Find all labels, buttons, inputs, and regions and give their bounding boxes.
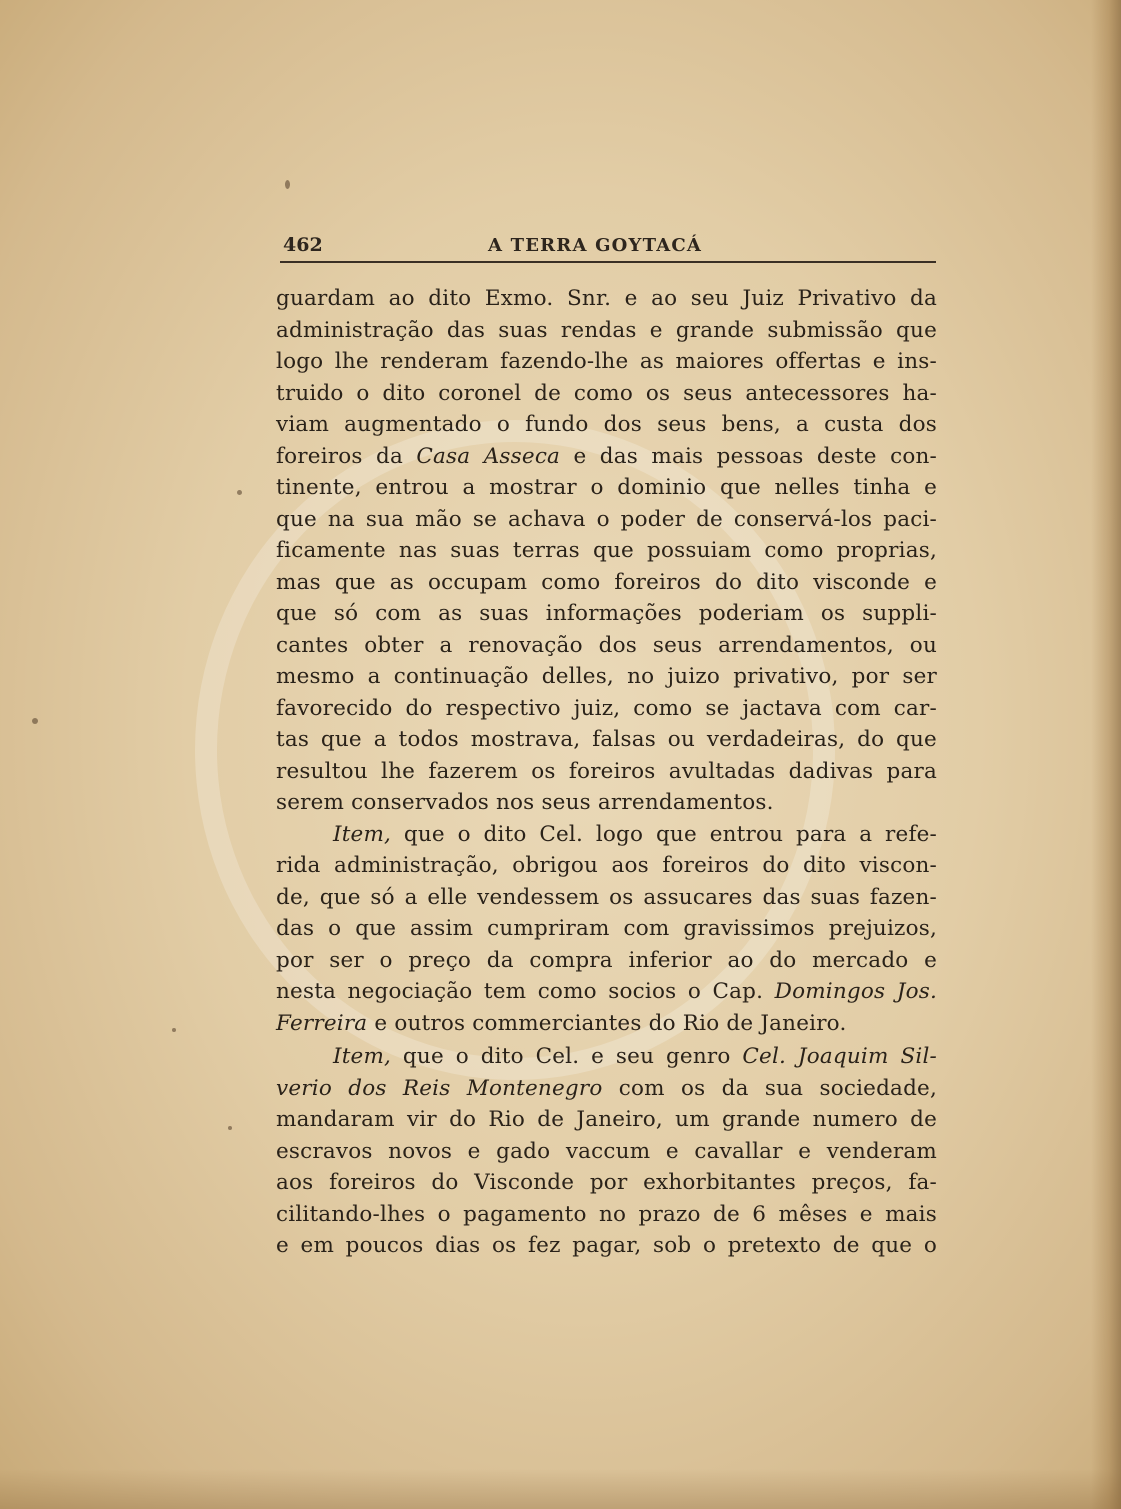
page-bottom-shadow <box>0 1469 1121 1509</box>
text-segment: nesta negociação tem como socios o Cap. <box>276 979 775 1004</box>
text-line: cantes obter a renovação dos seus arrendamentos, ou <box>276 632 937 658</box>
text-line: guardam ao dito Exmo. Snr. e ao seu Juiz Privativo da <box>276 286 937 311</box>
text-line: mandaram vir do Rio de Janeiro, um grande numero de <box>276 1107 937 1132</box>
text-line-mixed <box>276 1041 937 1073</box>
text-line: de, que só a elle vendessem os assucares das suas fazen- <box>276 884 937 910</box>
text-line: mesmo a continuação delles, no juizo privativo, por ser <box>276 664 937 689</box>
text-line: ficamente nas suas terras que possuiam como proprias, <box>276 538 937 563</box>
text-line: cilitando-lhes o pagamento no prazo de 6 mêses e mais <box>276 1201 937 1227</box>
text-line: viam augmentado o fundo dos seus bens, a custa dos <box>276 412 937 437</box>
text-segment: que o dito Cel. e seu genro <box>391 1044 743 1069</box>
paper-speck <box>285 180 290 189</box>
paper-speck <box>237 490 242 495</box>
text-line-mixed <box>276 976 937 1008</box>
body-text <box>276 283 937 1262</box>
page-edge-shadow <box>1091 0 1121 1509</box>
text-line: e em poucos dias os fez pagar, sob o pretexto de que o <box>276 1233 937 1258</box>
paper-speck <box>228 1126 232 1130</box>
page-number: 462 <box>283 234 323 256</box>
italic-segment: Item, <box>333 1044 392 1069</box>
text-segment: e outros commerciantes do Rio de Janeiro. <box>367 1010 847 1036</box>
text-line: resultou lhe fazerem os foreiros avultadas dadivas para <box>276 758 937 784</box>
text-segment: foreiros da <box>276 443 417 469</box>
text-line: das o que assim cumpriram com gravissimos prejuizos, <box>276 916 937 941</box>
text-segment: e das mais pessoas deste con- <box>560 443 937 469</box>
text-line: administração das suas rendas e grande submissão que <box>276 317 937 343</box>
text-line-mixed <box>276 819 937 851</box>
text-segment: que o dito Cel. logo que entrou para a refe- <box>391 821 937 847</box>
text-line: favorecido do respectivo juiz, como se jactava com car- <box>276 695 937 721</box>
text-line: mas que as occupam como foreiros do dito visconde e <box>276 569 937 595</box>
text-line: rida administração, obrigou aos foreiros do dito viscon- <box>276 853 937 878</box>
page-header <box>280 233 936 263</box>
italic-segment: Item, <box>333 821 392 847</box>
text-line: truido o dito coronel de como os seus antecessores ha- <box>276 380 937 406</box>
italic-segment: Cel. Joaquim Sil- <box>742 1044 937 1069</box>
text-line: tas que a todos mostrava, falsas ou verdadeiras, do que <box>276 727 937 752</box>
paper-speck <box>172 1028 176 1032</box>
text-line: logo lhe renderam fazendo-lhe as maiores offertas e ins- <box>276 349 937 374</box>
italic-segment: verio dos Reis Montenegro <box>276 1075 603 1101</box>
italic-segment: Domingos Jos. <box>774 979 937 1004</box>
text-line-mixed <box>276 441 937 473</box>
paper-speck <box>32 718 38 724</box>
italic-segment: Casa Asseca <box>416 443 561 469</box>
italic-segment: Ferreira <box>276 1010 368 1036</box>
text-line-mixed <box>276 1073 937 1105</box>
text-line: serem conservados nos seus arrendamentos. <box>276 790 774 815</box>
text-segment: com os da sua sociedade, <box>602 1075 937 1101</box>
text-line: que só com as suas informações poderiam os suppli- <box>276 601 937 626</box>
text-line: escravos novos e gado vaccum e cavallar e venderam <box>276 1138 937 1164</box>
text-line: por ser o preço da compra inferior ao do mercado e <box>276 947 937 973</box>
text-line: tinente, entrou a mostrar o dominio que nelles tinha e <box>276 475 937 500</box>
running-head: A TERRA GOYTACÁ <box>488 235 703 256</box>
text-line: aos foreiros do Visconde por exhorbitantes preços, fa- <box>276 1170 937 1195</box>
text-line: que na sua mão se achava o poder de conservá-los paci- <box>276 506 937 532</box>
text-line-mixed <box>276 1008 937 1040</box>
